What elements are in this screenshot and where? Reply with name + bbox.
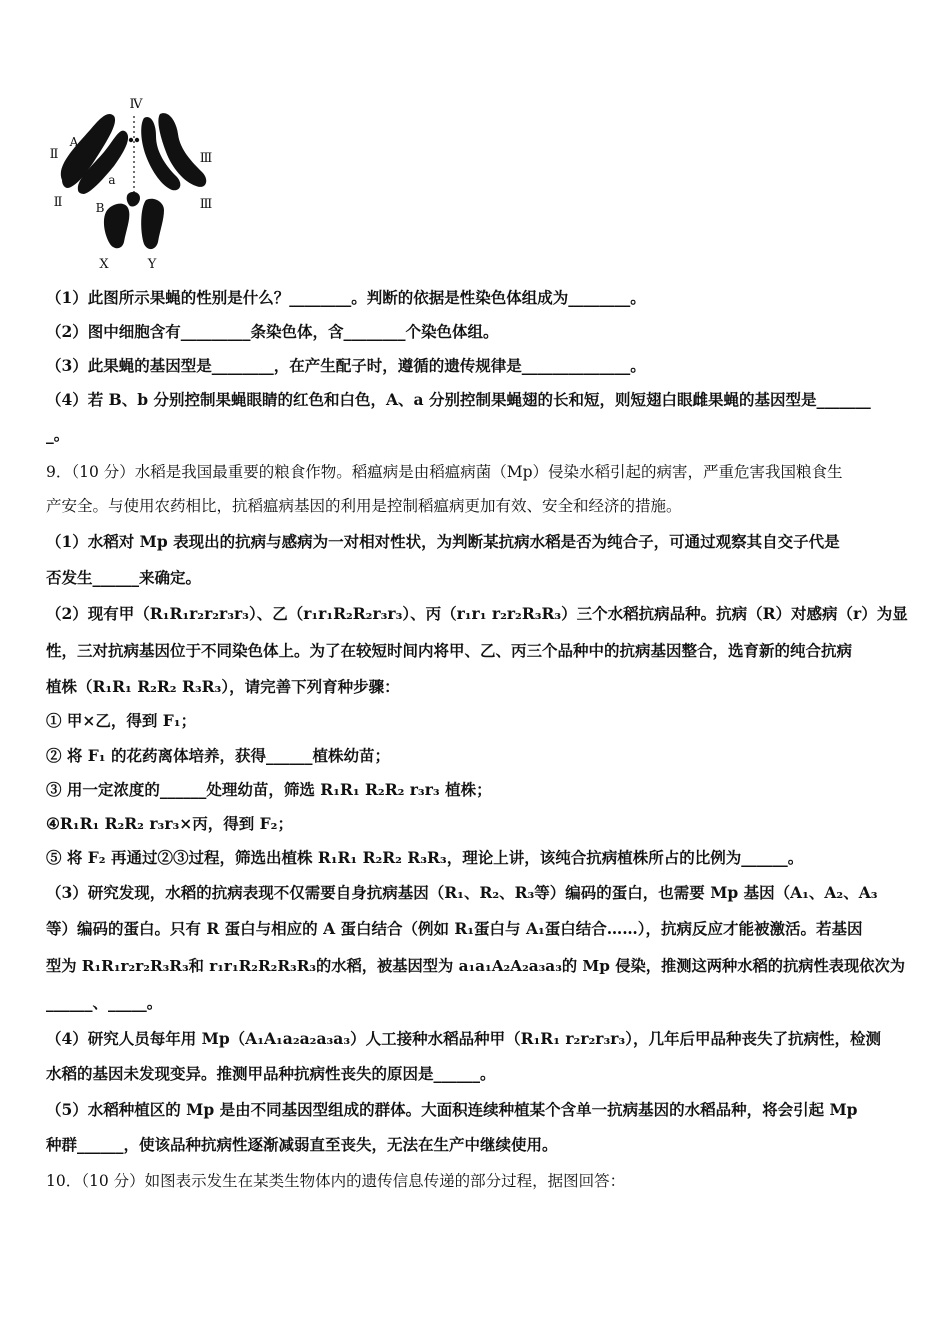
question-9-part-2-cont: 性，三对抗病基因位于不同染色体上。为了在较短时间内将甲、乙、丙三个品种中的抗病基因整合，选育新的纯合抗病 — [46, 641, 853, 660]
question-9-step-3: ③ 用一定浓度的______处理幼苗，筛选 R₁R₁ R₂R₂ r₃r₃ 植株； — [46, 780, 492, 799]
question-8-part-4-cont: _。 — [46, 425, 70, 444]
chromosome-diagram — [44, 96, 226, 274]
question-9-part-5: （5）水稻种植区的 Mp 是由不同基因型组成的群体。大面积连续种植某个含单一抗病基因的水稻品种，将会引起 Mp — [46, 1100, 858, 1119]
question-9-part-3-cont: ______、_____。 — [46, 993, 163, 1012]
label-y: Y — [147, 257, 157, 272]
question-9-stem: 9．（10 分）水稻是我国最重要的粮食作物。稻瘟病是由稻瘟病菌（Mp）侵染水稻引起的病害，严重危害我国粮食生 — [46, 463, 843, 481]
label-iii-upper: Ⅲ — [199, 151, 213, 166]
question-9-part-5-cont: 种群______，使该品种抗病性逐渐减弱直至丧失，无法在生产中继续使用。 — [46, 1135, 558, 1154]
question-9-part-4: （4）研究人员每年用 Mp（A₁A₁a₂a₂a₃a₃）人工接种水稻品种甲（R₁R₁ r₂r₂r₃r₃），几年后甲品种丧失了抗病性，检测 — [46, 1029, 881, 1048]
label-ii-lower: Ⅱ — [53, 195, 63, 210]
question-9-step-4: ④R₁R₁ R₂R₂ r₃r₃×丙，得到 F₂； — [46, 814, 293, 833]
question-9-part-1-cont: 否发生______来确定。 — [46, 568, 202, 587]
question-8-part-4: （4）若 B、b 分别控制果蝇眼睛的红色和白色，A、a 分别控制果蝇翅的长和短，则短翅白眼雌果蝇的基因型是_______ — [46, 390, 871, 409]
question-8-part-1: （1）此图所示果蝇的性别是什么？________。判断的依据是性染色体组成为________。 — [46, 288, 646, 307]
chromosome-iv-dot — [129, 138, 133, 142]
question-8-part-3: （3）此果蝇的基因型是________，在产生配子时，遵循的遗传规律是______________。 — [46, 356, 646, 375]
chromosome-y-arm — [127, 192, 140, 207]
label-gene-b: B — [95, 201, 105, 215]
chromosome-y — [141, 199, 164, 249]
label-gene-a-lower: a — [108, 173, 116, 187]
label-x: X — [99, 257, 109, 272]
question-9-part-1: （1）水稻对 Mp 表现出的抗病与感病为一对相对性状，为判断某抗病水稻是否为纯合子，可通过观察其自交子代是 — [46, 532, 840, 551]
question-8-part-2: （2）图中细胞含有_________条染色体，含________个染色体组。 — [46, 322, 499, 341]
label-iv: Ⅳ — [129, 97, 143, 112]
question-9-part-3: （3）研究发现，水稻的抗病表现不仅需要自身抗病基因（R₁、R₂、R₃等）编码的蛋白，也需要 Mp 基因（A₁、A₂、A₃ — [46, 883, 878, 902]
label-iii-lower: Ⅲ — [199, 197, 213, 212]
chromosome-x — [104, 204, 129, 249]
question-9-part-3-cont: 型为 R₁R₁r₂r₂R₃R₃和 r₁r₁R₂R₂R₃R₃的水稻，被基因型为 a₁a₁A₂A₂a₃a₃的 Mp 侵染，推测这两种水稻的抗病性表现依次为 — [46, 957, 906, 975]
label-ii-upper: Ⅱ — [49, 147, 59, 162]
label-gene-a-upper: A — [69, 135, 79, 149]
question-9-part-2: （2）现有甲（R₁R₁r₂r₂r₃r₃）、乙（r₁r₁R₂R₂r₃r₃）、丙（r₁r₁ r₂r₂R₃R₃）三个水稻抗病品种。抗病（R）对感病（r）为显 — [46, 604, 908, 623]
question-10-stem: 10．（10 分）如图表示发生在某类生物体内的遗传信息传递的部分过程，据图回答： — [46, 1172, 626, 1190]
question-9-part-2-cont: 植株（R₁R₁ R₂R₂ R₃R₃），请完善下列育种步骤： — [46, 677, 400, 696]
question-9-step-1: ① 甲×乙，得到 F₁； — [46, 711, 197, 730]
question-9-part-4-cont: 水稻的基因未发现变异。推测甲品种抗病性丧失的原因是______。 — [46, 1064, 496, 1083]
question-9-step-5: ⑤ 将 F₂ 再通过②③过程，筛选出植株 R₁R₁ R₂R₂ R₃R₃，理论上讲，该纯合抗病植株所占的比例为______。 — [46, 848, 804, 867]
question-9-stem-cont: 产安全。与使用农药相比，抗稻瘟病基因的利用是控制稻瘟病更加有效、安全和经济的措施。 — [46, 497, 682, 515]
question-9-part-3-cont: 等）编码的蛋白。只有 R 蛋白与相应的 A 蛋白结合（例如 R₁蛋白与 A₁蛋白结合……），抗病反应才能被激活。若基因 — [46, 919, 863, 938]
question-9-step-2: ② 将 F₁ 的花药离体培养，获得______植株幼苗； — [46, 746, 390, 765]
chromosome-iv-dot — [135, 138, 139, 142]
